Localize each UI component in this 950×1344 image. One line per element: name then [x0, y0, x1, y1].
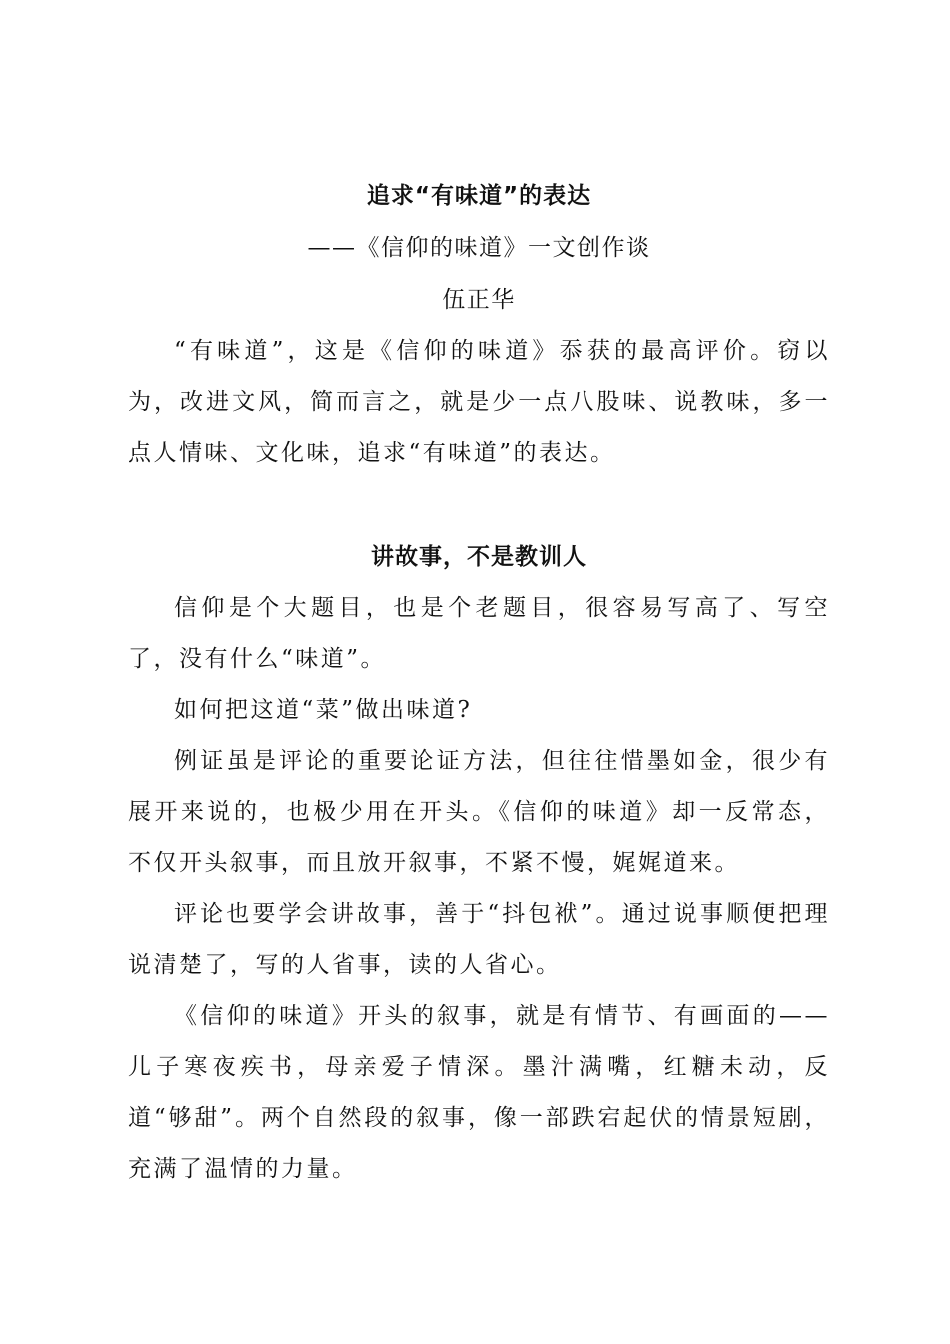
section-heading: 讲故事，不是教训人 [371, 544, 587, 570]
body-paragraph: 信仰是个大题目，也是个老题目，很容易写高了、写空了，没有什么“味道”。 [128, 595, 830, 672]
document-subtitle: ——《信仰的味道》一文创作谈 [307, 235, 651, 261]
document-author: 伍正华 [442, 287, 516, 313]
body-paragraph: 评论也要学会讲故事，善于“抖包袱”。通过说事顺便把理说清楚了，写的人省事，读的人省心。 [128, 901, 830, 978]
document-page [128, 170, 830, 1195]
intro-paragraph: “有味道”，这是《信仰的味道》忝获的最高评价。窃以为，改进文风，简而言之，就是少一点八股味、说教味，多一点人情味、文化味，追求“有味道”的表达。 [128, 338, 830, 466]
document-title: 追求“有味道”的表达 [366, 183, 592, 209]
body-paragraph: 《信仰的味道》开头的叙事，就是有情节、有画面的——儿子寒夜疾书，母亲爱子情深。墨汁满嘴，红糖未动，反道“够甜”。两个自然段的叙事，像一部跌宕起伏的情景短剧，充满了温情的力量。 [128, 1003, 830, 1182]
body-paragraph: 如何把这道“菜”做出味道? [174, 697, 473, 723]
body-paragraph: 例证虽是评论的重要论证方法，但往往惜墨如金，很少有展开来说的，也极少用在开头。《信仰的味道》却一反常态，不仅开头叙事，而且放开叙事，不紧不慢，娓娓道来。 [128, 748, 830, 876]
